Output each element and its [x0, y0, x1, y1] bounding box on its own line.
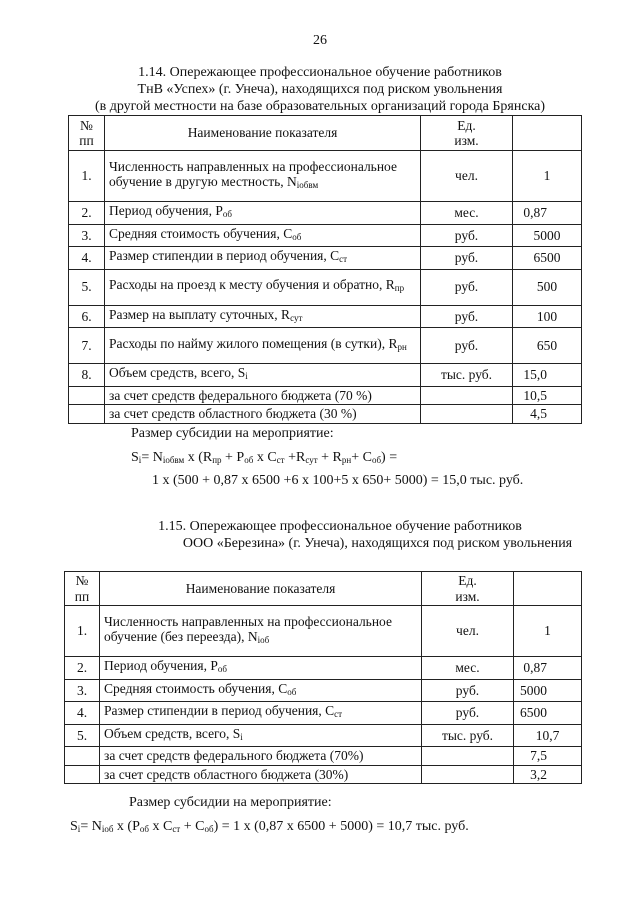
- section-1-15-heading: [0, 518, 640, 552]
- row-number: [65, 765, 100, 784]
- row-number: 7.: [69, 328, 105, 364]
- subscript: пр: [394, 283, 405, 294]
- row-value: 5000: [514, 679, 582, 702]
- table-header-row: [69, 116, 582, 151]
- subscript: iобвм: [296, 180, 319, 190]
- row-unit: тыс. руб.: [421, 364, 513, 387]
- table-row: [69, 247, 582, 270]
- header-name: Наименование показателя: [105, 116, 421, 151]
- subscript: ст: [339, 254, 348, 264]
- row-name: Размер стипендии в период обучения, $C_{ст}$: [105, 247, 421, 270]
- heading-line: 1.15. Опережающее профессиональное обучение работников: [158, 519, 522, 534]
- row-name: за счет средств федерального бюджета (70 %): [105, 386, 421, 405]
- header-name: Наименование показателя: [100, 572, 422, 606]
- row-number: [65, 747, 100, 766]
- heading-line: (в другой местности на базе образовательных организаций города Брянска): [94, 99, 546, 114]
- row-name: за счет средств областного бюджета (30%): [100, 765, 422, 784]
- row-value: 1: [513, 151, 582, 202]
- heading-line: ТнВ «Успех» (г. Унеча), находящихся под риском увольнения: [137, 82, 503, 97]
- row-value: 1: [514, 606, 582, 657]
- table-row: [69, 328, 582, 364]
- row-number: [69, 405, 105, 424]
- row-unit: [422, 747, 514, 766]
- table-row: [65, 657, 582, 680]
- subscript: рн: [397, 341, 407, 352]
- row-value: 6500: [513, 247, 582, 270]
- header-value: [513, 116, 582, 151]
- row-value: 650: [513, 328, 582, 364]
- subscript: i: [240, 731, 243, 742]
- subscript: об: [222, 209, 232, 219]
- row-value: 100: [513, 305, 582, 328]
- header-value: [514, 572, 582, 606]
- table-row: [65, 724, 582, 747]
- subsidy-formula-1-14: $S_i= N_{iобвм}$ x ($R_{пр} + P_{об}$ x $C_{ст} +R_{сут} + R_{рн}+ C_{об}$) =: [131, 450, 398, 465]
- subscript: iоб: [257, 635, 270, 645]
- row-unit: руб.: [421, 247, 513, 270]
- row-value: 15,0: [513, 364, 582, 387]
- row-value: 5000: [513, 224, 582, 247]
- indicators-table-1-15: [64, 571, 582, 784]
- row-value: 10,7: [514, 724, 582, 747]
- row-unit: руб.: [422, 702, 514, 725]
- row-name: Средняя стоимость обучения, $C_{об}$: [105, 224, 421, 247]
- subscript: i: [245, 371, 248, 381]
- row-name: Период обучения, $P_{об}$: [100, 657, 422, 680]
- table-row: [65, 606, 582, 657]
- table-row: [69, 151, 582, 202]
- row-number: 4.: [65, 702, 100, 725]
- row-number: 2.: [65, 657, 100, 680]
- row-unit: руб.: [421, 305, 513, 328]
- section-1-14-heading: [0, 64, 640, 115]
- row-value: 0,87: [513, 202, 582, 225]
- row-name: Расходы по найму жилого помещения (в сутки), $R_{рн}$: [105, 328, 421, 364]
- row-number: 2.: [69, 202, 105, 225]
- row-unit: чел.: [421, 151, 513, 202]
- header-number: № пп: [69, 116, 105, 151]
- table-header-row: [65, 572, 582, 606]
- row-unit: мес.: [421, 202, 513, 225]
- row-name: Размер на выплату суточных, $R_{сут}$: [105, 305, 421, 328]
- row-unit: тыс. руб.: [422, 724, 514, 747]
- row-number: [69, 386, 105, 405]
- row-unit: руб.: [421, 269, 513, 305]
- table-row: [65, 679, 582, 702]
- row-number: 6.: [69, 305, 105, 328]
- row-number: 8.: [69, 364, 105, 387]
- row-name: Средняя стоимость обучения, $C_{об}$: [100, 679, 422, 702]
- heading-line: ООО «Березина» (г. Унеча), находящихся под риском увольнения: [182, 536, 573, 551]
- row-unit: чел.: [422, 606, 514, 657]
- row-name: за счет средств областного бюджета (30 %): [105, 405, 421, 424]
- row-value: 0,87: [514, 657, 582, 680]
- row-number: 4.: [69, 247, 105, 270]
- table-row: [65, 765, 582, 784]
- subscript: об: [292, 231, 302, 242]
- row-number: 1.: [65, 606, 100, 657]
- row-number: 3.: [65, 679, 100, 702]
- row-unit: руб.: [421, 224, 513, 247]
- subsidy-formula-1-15: $S_i= N_{iоб}$ x ($P_{об}$ x $C_{ст} + C_{об}) = 1$ x (0,87 x 6500 + 5000) = 10,7 тыс. руб.: [70, 819, 469, 834]
- row-number: 3.: [69, 224, 105, 247]
- row-number: 5.: [69, 269, 105, 305]
- row-unit: руб.: [422, 679, 514, 702]
- subscript: об: [287, 686, 297, 697]
- row-value: 10,5: [513, 386, 582, 405]
- header-unit: Ед. изм.: [421, 116, 513, 151]
- row-value: 500: [513, 269, 582, 305]
- row-name: Объем средств, всего, $S_i$: [100, 724, 422, 747]
- row-name: Расходы на проезд к месту обучения и обратно, $R_{пр}$: [105, 269, 421, 305]
- row-name: за счет средств федерального бюджета (70%): [100, 747, 422, 766]
- table-row: [69, 305, 582, 328]
- table-row: [69, 405, 582, 424]
- row-number: 5.: [65, 724, 100, 747]
- table-row: [69, 269, 582, 305]
- header-unit: Ед. изм.: [422, 572, 514, 606]
- row-name: Период обучения, $P_{об}$: [105, 202, 421, 225]
- subscript: ст: [334, 709, 343, 719]
- row-name: Численность направленных на профессиональное обучение (без переезда), $N_{iоб}$: [100, 606, 422, 657]
- page-number: 26: [313, 33, 327, 48]
- row-unit: руб.: [421, 328, 513, 364]
- table-row: [65, 702, 582, 725]
- heading-line: 1.14. Опережающее профессиональное обучение работников: [138, 65, 502, 80]
- row-name: Объем средств, всего, $S_i$: [105, 364, 421, 387]
- table-row: [69, 202, 582, 225]
- indicators-table-1-14: [68, 115, 582, 424]
- subsidy-label-1-15: Размер субсидии на мероприятие:: [129, 795, 332, 810]
- subscript: об: [217, 664, 227, 674]
- subsidy-label-1-14: Размер субсидии на мероприятие:: [131, 426, 334, 441]
- row-value: 6500: [514, 702, 582, 725]
- row-number: 1.: [69, 151, 105, 202]
- row-unit: [421, 386, 513, 405]
- subsidy-calculation-1-14: 1 x (500 + 0,87 x 6500 +6 x 100+5 x 650+ 5000) = 15,0 тыс. руб.: [152, 473, 524, 488]
- row-name: Численность направленных на профессиональное обучение в другую местность, $N_{iобвм}$: [105, 151, 421, 202]
- table-row: [69, 386, 582, 405]
- row-unit: [422, 765, 514, 784]
- subscript: сут: [290, 312, 303, 323]
- row-value: 3,2: [514, 765, 582, 784]
- table-row: [65, 747, 582, 766]
- header-number: № пп: [65, 572, 100, 606]
- row-unit: [421, 405, 513, 424]
- row-value: 7,5: [514, 747, 582, 766]
- row-unit: мес.: [422, 657, 514, 680]
- table-row: [69, 364, 582, 387]
- table-row: [69, 224, 582, 247]
- row-value: 4,5: [513, 405, 582, 424]
- row-name: Размер стипендии в период обучения, $C_{ст}$: [100, 702, 422, 725]
